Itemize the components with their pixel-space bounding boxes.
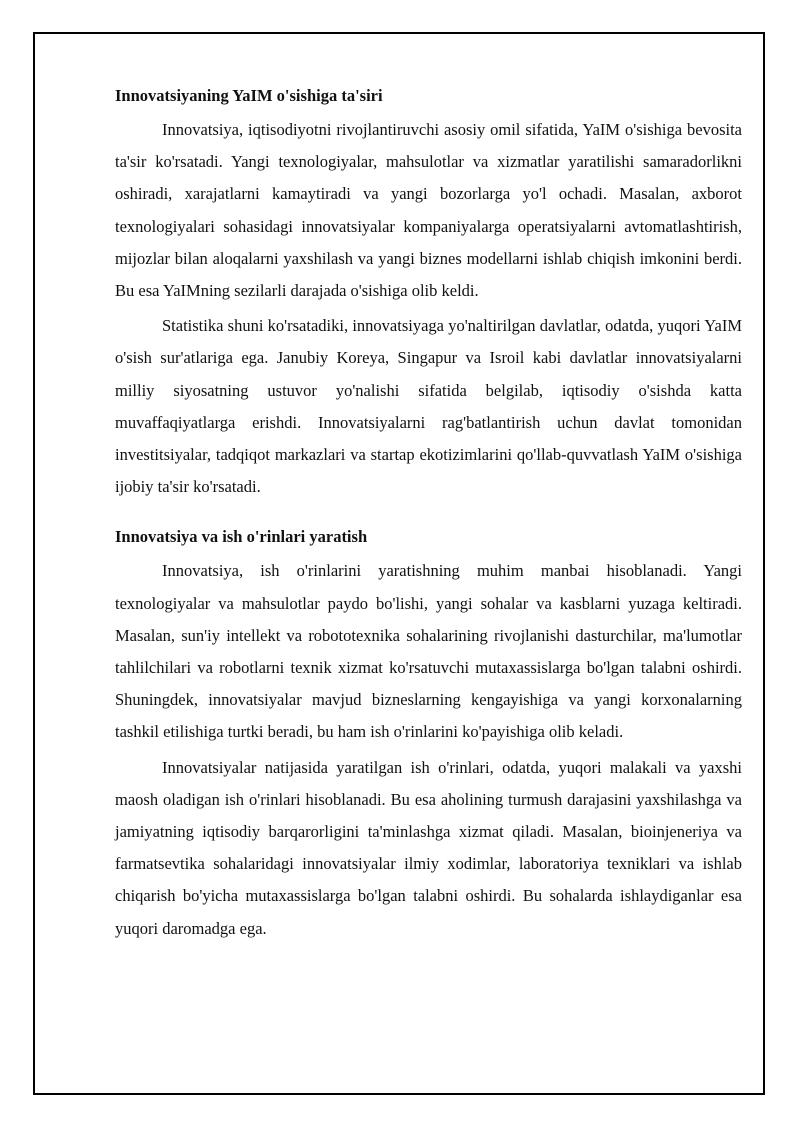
paragraph-gdp-1: Innovatsiya, iqtisodiyotni rivojlantiruvchi asosiy omil sifatida, YaIM o'sishiga bevosita ta'sir ko'rsatadi. Yangi texnologiyalar, mahsulotlar va xizmatlar yaratilishi samaradorlikni oshiradi, xarajatlarni kamaytiradi va yangi bozorlarga yo'l ochadi. Masalan, axborot texnologiyalari sohasidagi innovatsiyalar kompaniyalarga operatsiyalarni avtomatlashtirish, mijozlar bilan aloqalarni yaxshilash va yangi biznes modellarni ishlab chiqish imkonini berdi. Bu esa YaIMning sezilarli darajada o'sishiga olib keldi. [115,120,742,301]
section-heading-gdp: Innovatsiyaning YaIM o'sishiga ta'siri [115,86,383,105]
paragraph-jobs-1: Innovatsiya, ish o'rinlarini yaratishning muhim manbai hisoblanadi. Yangi texnologiyalar va mahsulotlar paydo bo'lishi, yangi sohalar va kasblarni yuzaga keltiradi. Masalan, sun'iy intellekt va robototexnika sohalarining rivojlanishi dasturchilar, ma'lumotlar tahlilchilari va robotlarni texnik xizmat ko'rsatuvchi mutaxassislarga bo'lgan talabni oshirdi. Shuningdek, innovatsiyalar mavjud bizneslarning kengayishiga va yangi korxonalarning tashkil etilishiga turtki beradi, bu ham ish o'rinlarini ko'payishiga olib keladi. [115,561,742,742]
document-body [115,84,742,945]
paragraph-jobs-2: Innovatsiyalar natijasida yaratilgan ish o'rinlari, odatda, yuqori malakali va yaxshi maosh oladigan ish o'rinlari hisoblanadi. Bu esa aholining turmush darajasini yaxshilashga va jamiyatning iqtisodiy barqarorligini ta'minlashga xizmat qiladi. Masalan, bioinjeneriya va farmatsevtika sohalaridagi innovatsiyalar ilmiy xodimlar, laboratoriya texniklari va ishlab chiqarish bo'yicha mutaxassislarga bo'lgan talabni oshirdi. Bu sohalarda ishlaydiganlar esa yuqori daromadga ega. [115,757,742,938]
section-heading-jobs: Innovatsiya va ish o'rinlari yaratish [115,527,368,547]
paragraph-gdp-2: Statistika shuni ko'rsatadiki, innovatsiyaga yo'naltirilgan davlatlar, odatda, yuqori YaIM o'sish sur'atlariga ega. Janubiy Koreya, Singapur va Isroil kabi davlatlar innovatsiyalarni milliy siyosatning ustuvor yo'nalishi sifatida belgilab, iqtisodiy o'sishda katta muvaffaqiyatlarga erishdi. Innovatsiyalarni rag'batlantirish uchun davlat tomonidan investitsiyalar, tadqiqot markazlari va startap ekotizimlarini qo'llab-quvvatlash YaIM o'sishiga ijobiy ta'sir ko'rsatadi. [115,316,742,497]
